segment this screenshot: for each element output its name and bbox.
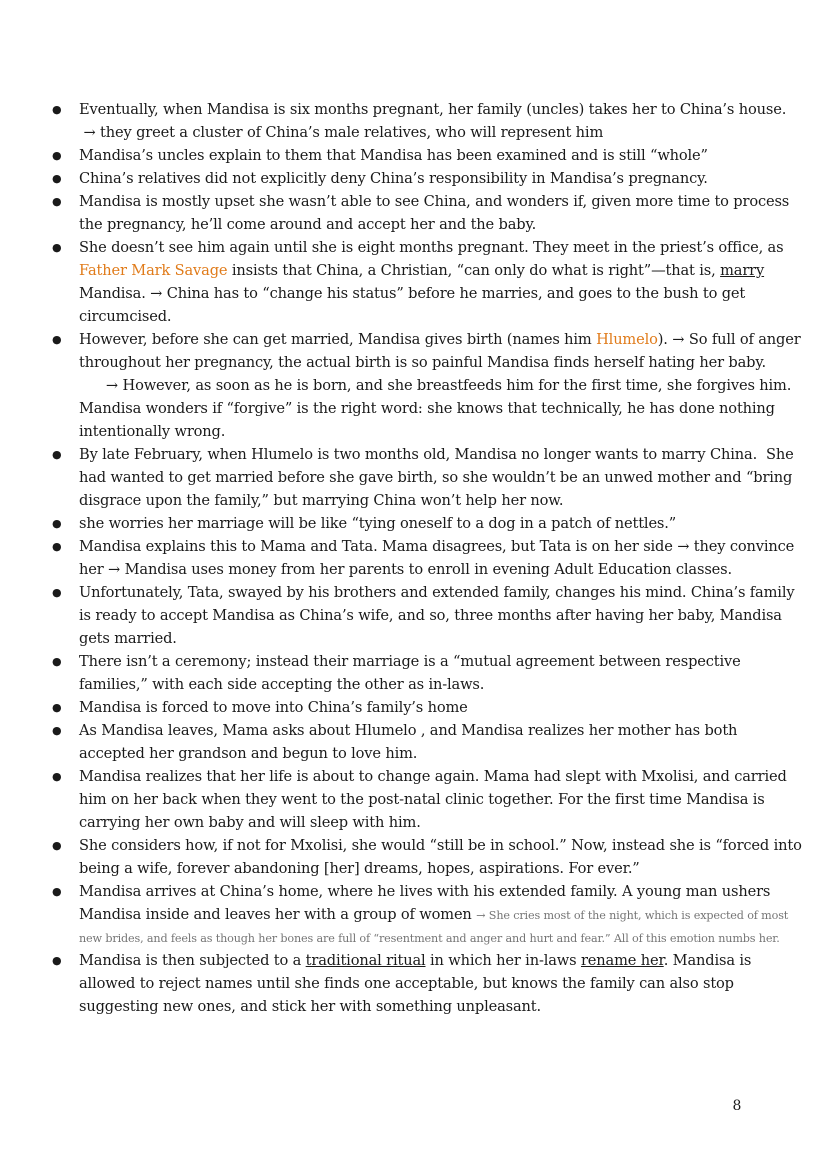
bullet-list	[50, 98, 802, 1018]
bullet-text: Mandisa is then subjected to a	[79, 952, 306, 969]
bullet-text: Mandisa. → China has to “change his status” before he marries, and goes to the bush to get circumcised.	[79, 285, 746, 325]
page-number: 8	[732, 1098, 742, 1114]
list-item	[50, 719, 802, 765]
list-item	[50, 98, 802, 144]
list-item	[50, 236, 802, 328]
list-item	[50, 765, 802, 834]
bullet-text: in which her in-laws	[425, 952, 581, 969]
bullet-text: She doesn’t see him again until she is eight months pregnant. They meet in the priest’s office, as	[79, 239, 784, 256]
list-item	[50, 949, 802, 1018]
highlighted-name: Hlumelo	[596, 331, 658, 348]
underlined-text: marry	[720, 262, 765, 279]
list-item	[50, 167, 802, 190]
bullet-text: China’s relatives did not explicitly deny China’s responsibility in Mandisa’s pregnancy.	[79, 170, 708, 187]
list-item	[50, 535, 802, 581]
list-item	[50, 190, 802, 236]
list-item	[50, 144, 802, 167]
highlighted-name: Father Mark Savage	[79, 262, 228, 279]
bullet-text: Unfortunately, Tata, swayed by his brothers and extended family, changes his mind. China’s family is ready to accept Mandisa as China’s wife, and so, three months after having her baby, Mandisa gets married.	[79, 584, 795, 647]
bullet-text: insists that China, a Christian, “can only do what is right”—that is,	[227, 262, 721, 279]
bullet-text: Mandisa arrives at China’s home, where he lives with his extended family. A young man ushers Mandisa inside and leaves her with a group of women	[79, 883, 771, 923]
list-item	[50, 834, 802, 880]
list-item	[50, 443, 802, 512]
bullet-text: She considers how, if not for Mxolisi, she would “still be in school.” Now, instead she is “forced into being a wife, forever abandoning [her] dreams, hopes, aspirations. For ever.”	[79, 837, 802, 877]
bullet-text: As Mandisa leaves, Mama asks about Hlumelo , and Mandisa realizes her mother has both accepted her grandson and begun to love him.	[79, 722, 738, 762]
underlined-text: traditional ritual	[305, 952, 426, 969]
list-item	[50, 328, 802, 443]
bullet-text: However, before she can get married, Mandisa gives birth (names him	[79, 331, 597, 348]
bullet-text: By late February, when Hlumelo is two months old, Mandisa no longer wants to marry China. She had wanted to get married before she gave birth, so she wouldn’t be an unwed mother and “bring disgrace upon the family,” but marrying China won’t help her now.	[79, 446, 794, 509]
bullet-text: Mandisa realizes that her life is about to change again. Mama had slept with Mxolisi, and carried him on her back when they went to the post-natal clinic together. For the first time Mandisa is carrying her own baby and will sleep with him.	[79, 768, 787, 831]
list-item	[50, 512, 802, 535]
bullet-text: Eventually, when Mandisa is six months pregnant, her family (uncles) takes her to China’s house. → they greet a cluster of China’s male relatives, who will represent him	[79, 101, 787, 141]
list-item	[50, 880, 802, 949]
bullet-text: Mandisa is forced to move into China’s family’s home	[79, 699, 468, 716]
bullet-text: . Mandisa is allowed to reject names until she finds one acceptable, but knows the family can also stop suggesting new ones, and stick her with something unpleasant.	[79, 952, 752, 1015]
small-note-text: → She cries most of the night, which is expected of most new brides, and feels as though her bones are full of “resentment and anger and hurt and fear.” All of this emotion numbs her.	[79, 909, 789, 945]
list-item	[50, 650, 802, 696]
list-item	[50, 696, 802, 719]
bullet-text: Mandisa explains this to Mama and Tata. Mama disagrees, but Tata is on her side → they convince her → Mandisa uses money from her parents to enroll in evening Adult Education classes.	[79, 538, 795, 578]
bullet-text: she worries her marriage will be like “tying oneself to a dog in a patch of nettles.”	[79, 515, 677, 532]
list-item	[50, 581, 802, 650]
bullet-text: ). → So full of anger throughout her pregnancy, the actual birth is so painful Mandisa finds herself hating her baby. → However, as soon as he is born, and she breastfeeds him for the first time, she forgives him. Mandisa wonders if “forgive” is the right word: she knows that technically, he has done nothing intentionally wrong.	[79, 331, 801, 440]
underlined-text: rename her	[580, 952, 664, 969]
bullet-text: There isn’t a ceremony; instead their marriage is a “mutual agreement between respective families,” with each side accepting the other as in-laws.	[79, 653, 741, 693]
bullet-text: Mandisa is mostly upset she wasn’t able to see China, and wonders if, given more time to process the pregnancy, he’ll come around and accept her and the baby.	[79, 193, 790, 233]
bullet-text: Mandisa’s uncles explain to them that Mandisa has been examined and is still “whole”	[79, 147, 708, 164]
